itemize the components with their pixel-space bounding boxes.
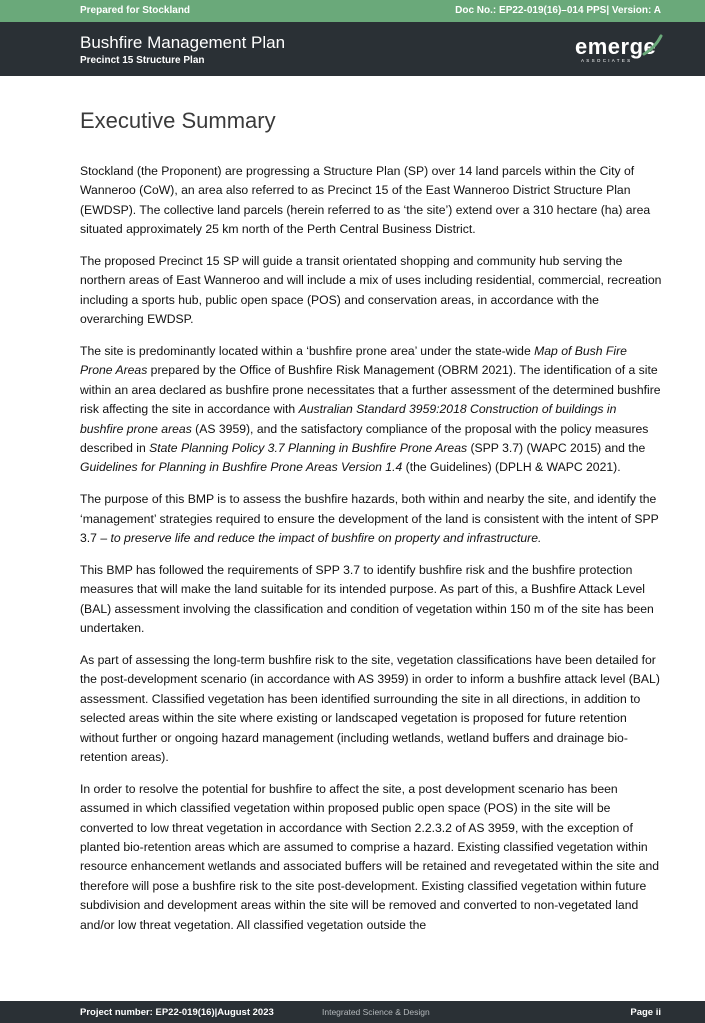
emerge-logo [575, 34, 667, 64]
company-tagline: Integrated Science & Design [322, 1007, 430, 1017]
prepared-for-label: Prepared for Stockland [80, 5, 191, 16]
body-paragraph [80, 342, 662, 478]
body-paragraph [80, 651, 662, 767]
document-title: Bushfire Management Plan [80, 33, 286, 52]
italic-text-run: to preserve life and reduce the impact of bushfire on property and infrastructure. [110, 531, 542, 546]
body-paragraph [80, 490, 662, 548]
document-subtitle: Precinct 15 Structure Plan [80, 55, 205, 66]
body-paragraph [80, 561, 662, 639]
page-number: Page ii [630, 1007, 661, 1018]
logo-wordmark: emerge [575, 34, 657, 59]
italic-text-run: Map of Bush Fire Prone Areas [80, 344, 627, 378]
project-number-label: Project number: EP22-019(16)|August 2023 [80, 1007, 274, 1018]
section-heading: Executive Summary [80, 108, 276, 133]
text-run: Stockland (the Proponent) are progressing a Structure Plan (SP) over 14 land parcels within the City of Wanneroo (CoW), an area also referred to as Precinct 15 of the East Wanneroo District Structure Plan (EWDSP). The collective land parcels (herein referred to as ‘the site’) extend over a 310 hectare (ha) area situated approximately 25 km north of the Perth Central Business District. [80, 164, 651, 237]
text-run: As part of assessing the long-term bushfire risk to the site, vegetation classifications have been detailed for the post-development scenario (in accordance with AS 3959) in order to inform a bushfire attack level (BAL) assessment. Classified vegetation has been identified surrounding the site in all directions, in addition to selected areas within the site where existing or landscaped vegetation is proposed for future retention without further or ongoing hazard management (including wetlands, wetland buffers and drainage bio-retention areas). [80, 652, 660, 764]
logo-tagline: ASSOCIATES [581, 58, 633, 63]
text-run: This BMP has followed the requirements of SPP 3.7 to identify bushfire risk and the bushfire protection measures that will make the land suitable for its intended purpose. As part of this, a Bushfire Attack Level (BAL) assessment involving the classification and condition of vegetation within 150 m of the site has been undertaken. [80, 562, 654, 636]
text-run: (SPP 3.7) (WAPC 2015) and the [467, 441, 646, 456]
text-run: The proposed Precinct 15 SP will guide a transit orientated shopping and community hub serving the northern areas of East Wanneroo and will include a mix of uses including residential, commercial, recreation including a sports hub, public open space (POS) and conservation areas, in accordance with the overarching EWDSP. [80, 254, 662, 327]
body-paragraph [80, 780, 662, 935]
text-run: In order to resolve the potential for bushfire to affect the site, a post development scenario has been assumed in which classified vegetation within proposed public open space (POS) in the site will be converted to low threat vegetation in accordance with Section 2.2.3.2 of AS 3959, with the exception of planted bio-retention areas which are assumed to comprise a hazard. Existing classified vegetation within resource enhancement wetlands and associated buffers will be retained and revegetated within the site and therefore will pose a bushfire risk to the site post-development. Existing classified vegetation within future subdivision and development areas within the site will be removed and converted to non-vegetated land and/or low threat vegetation. All classified vegetation outside the [80, 781, 660, 932]
document-header [0, 22, 705, 76]
italic-text-run: Australian Standard 3959:2018 Construction of buildings in bushfire prone areas [80, 402, 617, 436]
text-run: The site is predominantly located within a ‘bushfire prone area’ under the state-wide [80, 344, 535, 359]
italic-text-run: State Planning Policy 3.7 Planning in Bushfire Prone Areas [149, 441, 468, 456]
logo-swoosh-icon [641, 34, 665, 58]
italic-text-run: Guidelines for Planning in Bushfire Prone Areas Version 1.4 [80, 460, 403, 475]
page-footer [0, 1001, 705, 1023]
executive-summary-body [80, 162, 662, 947]
document-number-label: Doc No.: EP22-019(16)–014 PPS| Version: A [455, 5, 661, 16]
text-run: (the Guidelines) (DPLH & WAPC 2021). [402, 460, 621, 475]
top-banner [0, 0, 705, 22]
body-paragraph [80, 252, 662, 330]
text-run: The purpose of this BMP is to assess the bushfire hazards, both within and nearby the site, and identify the ‘management’ strategies required to ensure the development of the land is consistent with the intent of SPP 3.7 – [80, 492, 659, 546]
text-run: (AS 3959), and the satisfactory compliance of the proposal with the policy measures described in [80, 421, 649, 456]
body-paragraph [80, 162, 662, 240]
text-run: prepared by the Office of Bushfire Risk Management (OBRM 2021). The identification of a site within an area declared as bushfire prone necessitates that a further assessment of the determined bushfire risk affecting the site in accordance with [80, 363, 661, 417]
